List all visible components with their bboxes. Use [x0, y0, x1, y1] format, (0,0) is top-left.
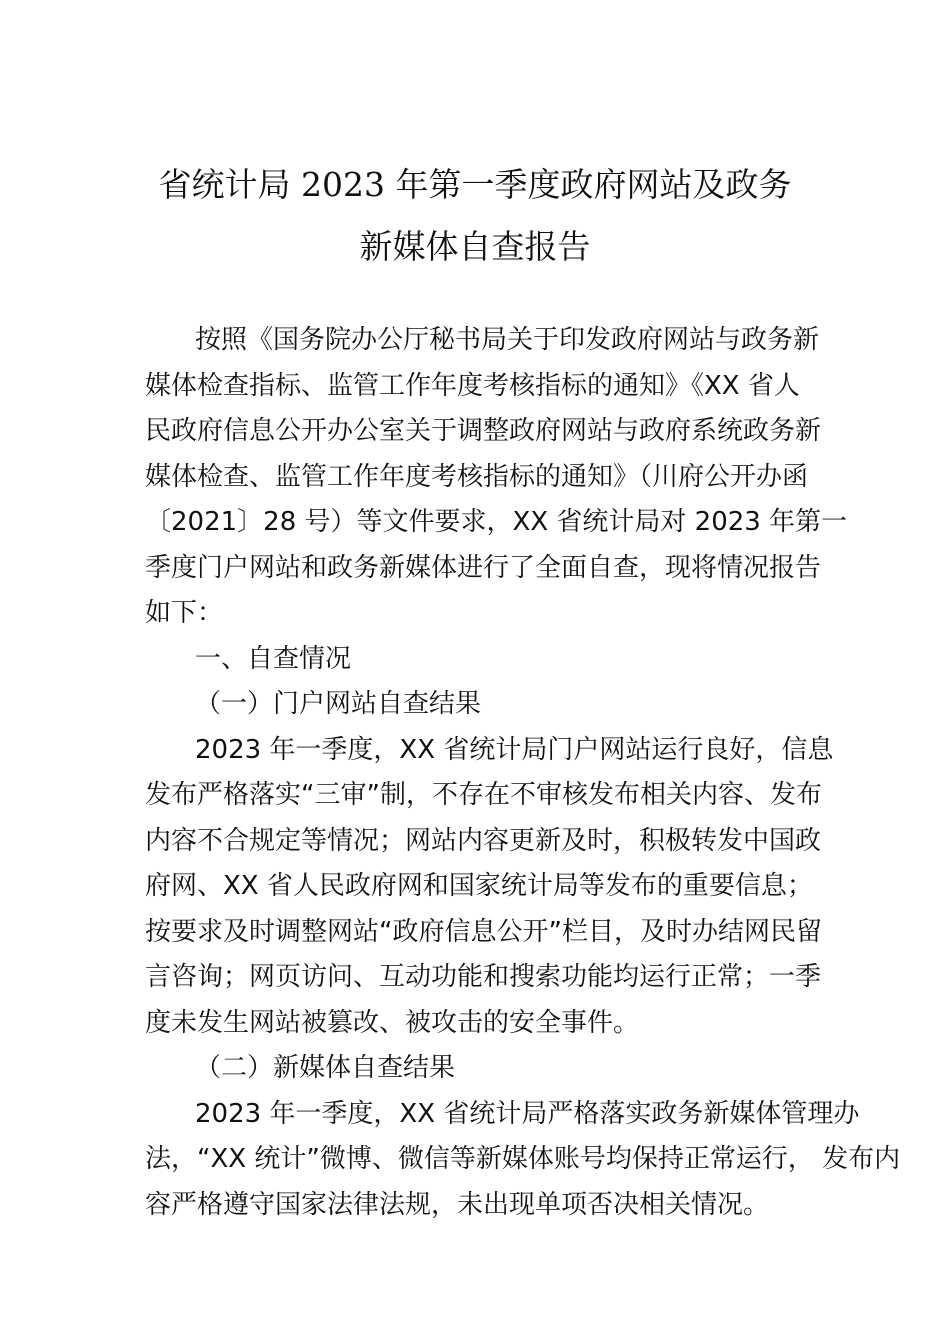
paragraph-2-line-1: 2023 年一季度，XX 省统计局门户网站运行良好，信息 [195, 734, 834, 765]
paragraph-3-line-2: 法，“XX 统计”微博、微信等新媒体账号均保持正常运行， 发布内 [145, 1144, 901, 1174]
paragraph-2-line-7: 度未发生网站被篡改、被攻击的安全事件。 [145, 1007, 640, 1038]
section-heading-self-inspection: 一、自查情况 [195, 643, 352, 674]
paragraph-2-line-4: 府网、XX 省人民政府网和国家统计局等发布的重要信息； [145, 871, 813, 901]
document-body [145, 318, 901, 1228]
paragraph-2-line-6: 言咨询；网页访问、互动功能和搜索功能均运行正常；一季 [145, 962, 822, 992]
subsection-heading-portal-results: （一）门户网站自查结果 [195, 689, 482, 719]
paragraph-3-line-3: 容严格遵守国家法律法规，未出现单项否决相关情况。 [145, 1189, 770, 1220]
paragraph-1-line-7: 如下： [145, 598, 224, 628]
paragraph-1-line-1: 按照《国务院办公厅秘书局关于印发政府网站与政务新 [195, 325, 820, 355]
paragraph-2-line-5: 按要求及时调整网站“政府信息公开”栏目，及时办结网民留 [145, 916, 822, 947]
paragraph-2-line-2: 发布严格落实“三审”制，不存在不审核发布相关内容、发布 [145, 780, 822, 810]
paragraph-1-line-2: 媒体检查指标、监管工作年度考核指标的通知》《XX 省人 [145, 370, 800, 401]
paragraph-1-line-3: 民政府信息公开办公室关于调整政府网站与政府系统政务新 [145, 416, 822, 446]
paragraph-2-line-3: 内容不合规定等情况；网站内容更新及时，积极转发中国政 [145, 825, 822, 856]
paragraph-1-line-5: 〔2021〕28 号）等文件要求，XX 省统计局对 2023 年第一 [145, 507, 848, 537]
paragraph-1-line-4: 媒体检查、监管工作年度考核指标的通知》（川府公开办函 [145, 461, 809, 492]
subsection-heading-new-media-results: （二）新媒体自查结果 [195, 1053, 456, 1083]
title-line-1: 省统计局 2023 年第一季度政府网站及政务 [158, 165, 792, 204]
title-line-2: 新媒体自查报告 [359, 227, 591, 266]
document-title [0, 154, 950, 278]
paragraph-3-line-1: 2023 年一季度，XX 省统计局严格落实政务新媒体管理办 [195, 1098, 860, 1129]
paragraph-1-line-6: 季度门户网站和政务新媒体进行了全面自查，现将情况报告 [145, 552, 822, 583]
